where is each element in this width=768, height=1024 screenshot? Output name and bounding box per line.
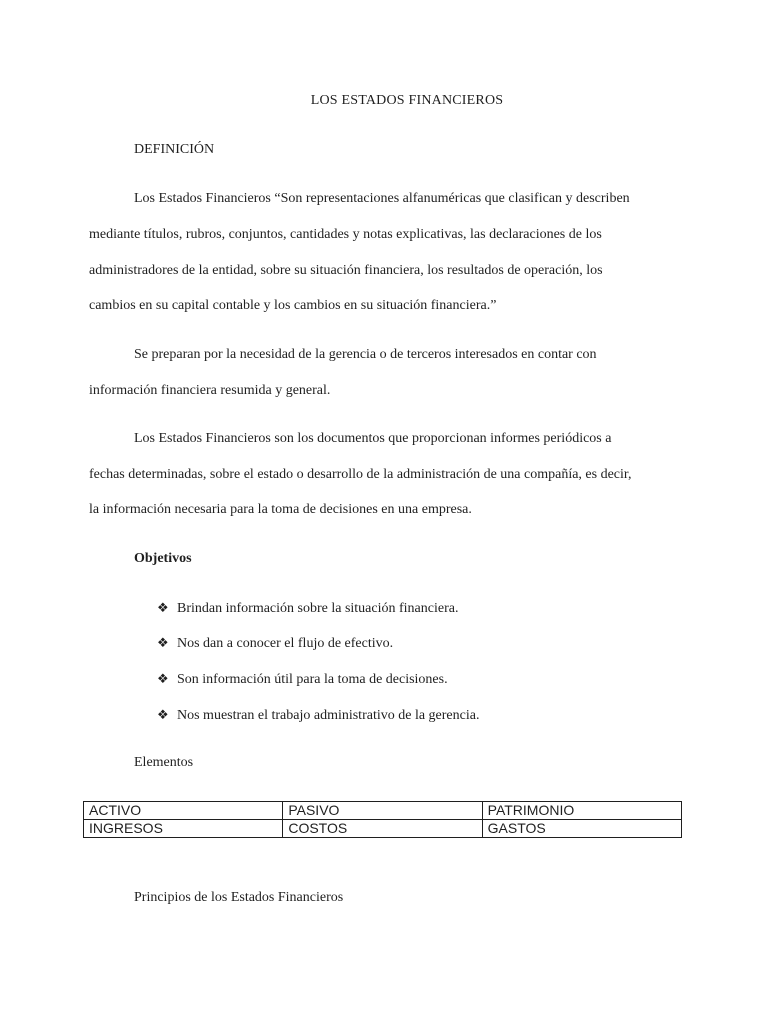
paragraph-1-line-4: cambios en su capital contable y los cambios en su situación financiera.”: [89, 298, 497, 313]
document-title: LOS ESTADOS FINANCIEROS: [310, 93, 504, 108]
table-cell: ACTIVO: [84, 802, 283, 820]
principios-heading: Principios de los Estados Financieros: [134, 890, 344, 905]
objetivos-heading: Objetivos: [134, 551, 192, 566]
paragraph-1-line-1: Los Estados Financieros “Son representaciones alfanuméricas que clasifican y describen: [134, 191, 630, 206]
list-item-text: Son información útil para la toma de decisiones.: [177, 672, 448, 687]
table-row: [84, 820, 682, 838]
paragraph-1-line-2: mediante títulos, rubros, conjuntos, cantidades y notas explicativas, las declaraciones de los: [89, 227, 602, 242]
list-item-text: Nos muestran el trabajo administrativo de la gerencia.: [177, 708, 480, 723]
paragraph-3-line-3: la información necesaria para la toma de decisiones en una empresa.: [89, 502, 472, 517]
table-cell: PASIVO: [283, 802, 482, 820]
list-item-text: Nos dan a conocer el flujo de efectivo.: [177, 636, 394, 651]
paragraph-3-line-1: Los Estados Financieros son los documentos que proporcionan informes periódicos a: [134, 431, 612, 446]
table-row: [84, 802, 682, 820]
table-cell: INGRESOS: [84, 820, 283, 838]
table-cell: PATRIMONIO: [482, 802, 681, 820]
paragraph-3-line-2: fechas determinadas, sobre el estado o desarrollo de la administración de una compañía, es decir,: [89, 467, 632, 482]
definicion-heading: DEFINICIÓN: [134, 142, 215, 157]
diamond-bullet-icon: ❖: [157, 600, 169, 615]
elementos-table: [83, 801, 682, 838]
paragraph-2-line-2: información financiera resumida y general.: [89, 383, 331, 398]
list-item: [157, 634, 393, 653]
paragraph-1-line-3: administradores de la entidad, sobre su situación financiera, los resultados de operación, los: [89, 263, 603, 278]
list-item: [157, 706, 479, 725]
list-item-text: Brindan información sobre la situación financiera.: [177, 601, 459, 616]
table-cell: COSTOS: [283, 820, 482, 838]
elementos-heading: Elementos: [134, 755, 194, 770]
diamond-bullet-icon: ❖: [157, 671, 169, 686]
list-item: [157, 670, 448, 689]
paragraph-2-line-1: Se preparan por la necesidad de la gerencia o de terceros interesados en contar con: [134, 347, 597, 362]
list-item: [157, 599, 458, 618]
table-cell: GASTOS: [482, 820, 681, 838]
diamond-bullet-icon: ❖: [157, 635, 169, 650]
diamond-bullet-icon: ❖: [157, 707, 169, 722]
